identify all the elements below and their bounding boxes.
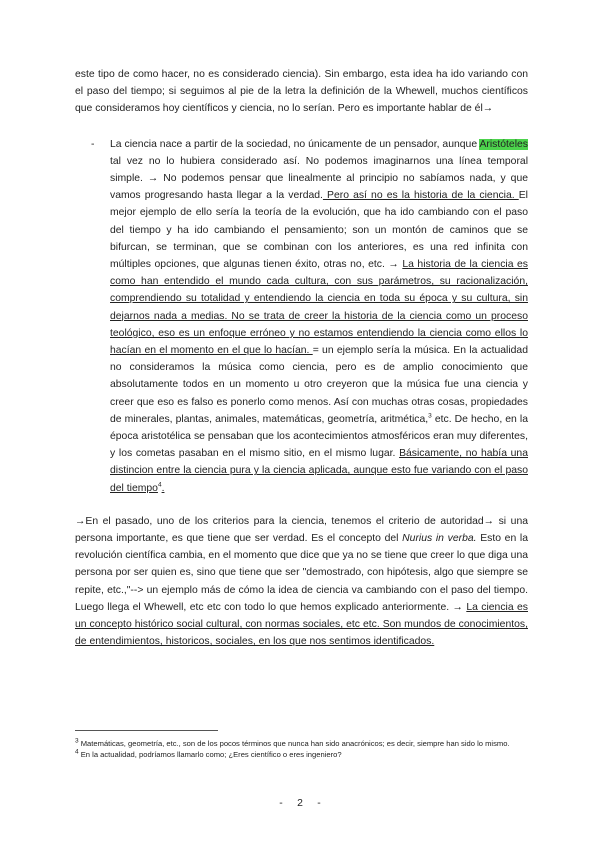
footnote-number: 3 (75, 737, 79, 745)
bullet-paragraph (110, 136, 528, 497)
italic-phrase: Nurius in verba. (402, 533, 477, 545)
second-paragraph (75, 513, 528, 651)
para2-text-2: Esto en la revolución científica cambia, en el momento que dice que ya no se tiene que creer lo que diga una persona por ser quien es, sino que tiene que ser "demostrado, con hipótesis, algo que siempre se repite, etc.,"--> un ejemplo más de cómo la idea de ciencia va cambiando con el paso del tiempo. Luego llega el Whewell, etc etc con todo lo que hemos explicado anteriormente. → (75, 533, 528, 613)
para2-text-1: →En el pasado, uno de los criterios para la ciencia, tenemos el criterio de autoridad→ si una persona importante, es que tiene que ser verdad. Es el concepto del (75, 515, 528, 545)
bullet-text-1: La ciencia nace a partir de la sociedad, no únicamente de un pensador, aunque (110, 138, 480, 150)
bullet-text-3: El mejor ejemplo de ello sería la teoría de la evolución, que ha ido cambiando con el paso del tiempo y ha ido cambiando el pensamiento; son un montón de caminos que se bifurcan, se terminan, que se combinan con los anteriores, es una red infinita con múltiples opciones, que algunas tienen éxito, otras no, etc. → (110, 190, 528, 271)
bullet-item (75, 136, 528, 497)
footnote-3 (75, 738, 528, 749)
footnote-divider (75, 730, 218, 731)
page-number: - 2 - (279, 798, 321, 809)
footnote-4 (75, 749, 528, 760)
bullet-text-5: etc. De hecho, en la época aristotélica se pensaban que los acontecimientos atmosféricos eran muy diferentes, y los cometas pasaban en el mismo sitio, en el mismo lugar. (110, 413, 528, 460)
bullet-text-4: = un ejemplo sería la música. En la actualidad no consideramos la música como ciencia, pero es de amplio conocimiento que absolutamente todos en un momento u otro creyeron que la música fue una ciencia y creer que eso es falso es ponerlo como menos. Así con muchas otras cosas, propiedades de minerales, plantas, animales, matemáticas, geometría, aritmética, (110, 345, 528, 425)
footnote-text: En la actualidad, podríamos llamarlo como; ¿Eres científico o eres ingeniero? (78, 750, 342, 760)
page-body (75, 66, 528, 651)
bullet-marker: - (91, 138, 95, 150)
highlighted-word: Aristóteles (479, 138, 528, 150)
bullet-text-2: tal vez no lo hubiera considerado así. No podemos imaginarnos una línea temporal simple. → No podemos pensar que linealmente al principio no sabíamos nada, y que vamos progresando hasta llegar a la verdad. (110, 155, 528, 202)
para2-underlined: La ciencia es un concepto histórico social cultural, con normas sociales, etc etc. Son mundos de conocimientos, de entendimientos, historicos, sociales, en los que nos sentimos identificados. (75, 601, 528, 648)
footnote-ref-3[interactable]: 3 (428, 412, 432, 420)
underlined-text-2: La historia de la ciencia es como han entendido el mundo cada cultura, con sus parámetros, su racionalización, comprendiendo su totalidad y entendiendo la ciencia en toda su época y su cultura, sin dejarnos nada a medias. No se trata de creer la historia de la ciencia como un proceso teológico, eso es un enfoque erróneo y no estamos entendiendo la ciencia como ellos lo hacían en el momento en el que lo hacían. (110, 259, 528, 357)
footnote-ref-4[interactable]: 4 (157, 481, 162, 489)
footnote-number: 4 (75, 748, 79, 756)
underlined-text-4: . (161, 482, 165, 494)
underlined-text-1: Pero así no es la historia de la ciencia. (322, 190, 519, 202)
footnotes (75, 738, 528, 761)
footnote-text: Matemáticas, geometría, etc., son de los pocos términos que nunca han sido anacrónicos; es decir, siempre han sido lo mismo. (78, 739, 510, 748)
underlined-text-3: Básicamente, no había una distincion entre la ciencia pura y la ciencia aplicada, aunque esto fue variando con el paso del tiempo (110, 448, 528, 494)
intro-paragraph: este tipo de como hacer, no es considerado ciencia). Sin embargo, esta idea ha ido variando con el paso del tiempo; si seguimos al pie de la letra la definición de la Whewell, muchos científicos que consideramos hoy científicos y ciencia, no lo serían. Pero es importante hablar de él→ (75, 69, 528, 115)
